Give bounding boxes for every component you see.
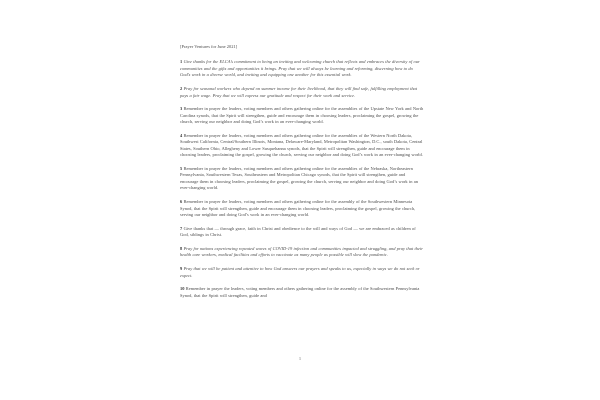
prayer-item-number: 3 [180, 106, 183, 112]
prayer-item-number: 7 [180, 225, 183, 231]
prayer-item [180, 199, 424, 218]
prayer-item-number: 6 [180, 199, 183, 205]
prayer-item [180, 86, 424, 99]
prayer-item [180, 59, 424, 78]
prayer-item-text: Remember in prayer the leaders, voting members and others gathering online for the assemblies of the Western North Dakota, Southwest California, Central/Southern Illinois, Montana, Delaware-Maryland, Metropolitan Washington, D.C., south Dakota, Central States, Southern Ohio, Allegheny and Lower Susquehanna synods, that the Spirit will strengthen, guide and encourage them in choosing leaders, proclaiming the gospel, growing the church, serving our neighbor and doing God’s work in an ever-changing world. [180, 132, 423, 158]
prayer-item-text: Pray for nations experiencing repeated waves of COVID-19 infection and communities impacted and struggling, and pray that their health care workers, medical facilities and efforts to vaccinate as many people as possible will slow the pandemic. [180, 246, 423, 258]
prayer-item [180, 286, 424, 299]
prayer-item-text: Remember in prayer the leaders, voting members and others gathering online for the assemblies of the Upstate New York and North Carolina synods, that the Spirit will strengthen, guide and encourage them in choosing leaders, proclaiming the gospel, growing the church, serving our neighbor and doing God’s work in an ever-changing world. [180, 106, 424, 125]
prayer-item-text: Remember in prayer the leaders, voting members and others gathering online for the assembly of the Southwestern Minnesota Synod, that the Spirit will strengthen, guide and encourage them in choosing leaders, proclaiming the gospel, growing the church, serving our neighbor and doing God’s work in an ever-changing world. [180, 199, 416, 218]
prayer-item [180, 133, 424, 159]
prayer-item-number: 10 [180, 286, 185, 292]
prayer-item [180, 266, 424, 279]
prayer-item-number: 2 [180, 86, 183, 92]
prayer-item-number: 1 [180, 59, 183, 65]
prayer-item-number: 8 [180, 246, 183, 251]
prayer-item-text: Remember in prayer the leaders, voting members and others gathering online for the assembly of the Southwestern Pennsylvania Synod, that the Spirit will strengthen, guide and [180, 286, 420, 298]
prayer-item-text: Pray for seasonal workers who depend on summer income for their livelihood, that they will find safe, fulfilling employment that pays a fair wage. Pray that we will express our gratitude and respect for their work and service. [180, 86, 418, 98]
prayer-item-text: Give thanks for the ELCA’s commitment to being an inviting and welcoming church that reflects and embraces the diversity of our communities and the gifts and opportunities it brings. Pray that we will always be learning and reforming, discerning how to do God’s work in a diverse world, and inviting and equipping one another for this essential work. [180, 59, 420, 78]
document-header: [Prayer Ventures for June 2021] [180, 44, 238, 49]
prayer-item-text: Remember in prayer the leaders, voting members and others gathering online for the assemblies of the Nebraska, Northeastern Pennsylvania, Southwestern Texas, Southeastern and Metropolitan Chicago synods, that the Spirit will strengthen, guide and encourage them in choosing leaders, proclaiming the gospel, growing the church, serving our neighbor and doing God’s work in an ever-changing world. [180, 166, 418, 191]
prayer-item-text: Give thanks that — through grace, faith in Christ and obedience to the will and ways of God — we are embraced as children of God, siblings in Christ. [180, 225, 416, 238]
prayer-item [180, 166, 424, 192]
prayer-item [180, 226, 424, 239]
prayer-item [180, 106, 424, 125]
page-content-area [180, 44, 424, 307]
page-number: 1 [298, 356, 302, 361]
prayer-item [180, 246, 424, 259]
prayer-item-text: Pray that we will be patient and attentive to how God answers our prayers and speaks to us, especially in ways we do not seek or expect. [180, 266, 420, 278]
document-page [146, 0, 454, 400]
prayer-list [180, 59, 424, 299]
prayer-item-number: 9 [180, 266, 183, 272]
prayer-item-number: 4 [180, 132, 183, 138]
prayer-item-number: 5 [180, 166, 183, 172]
